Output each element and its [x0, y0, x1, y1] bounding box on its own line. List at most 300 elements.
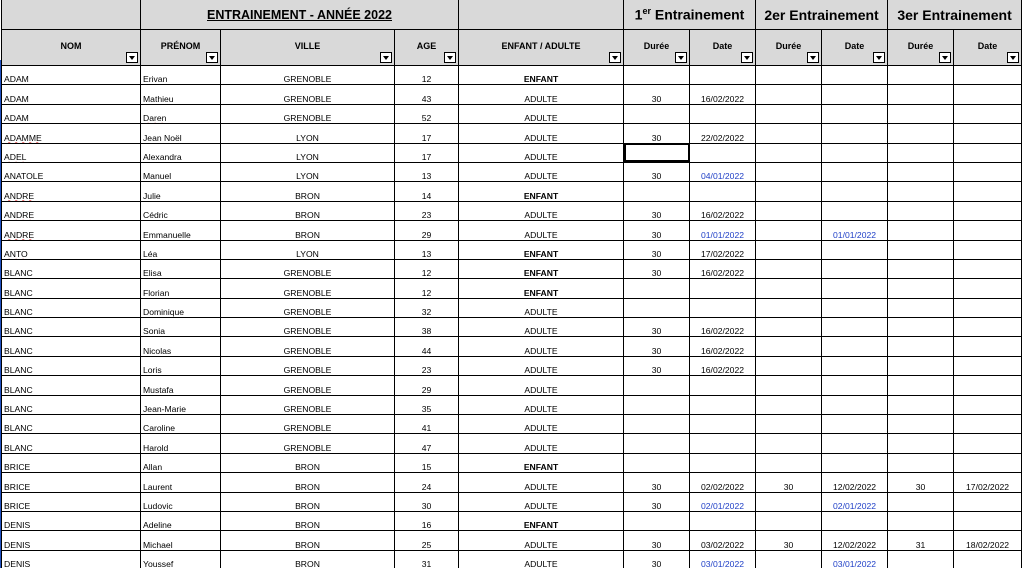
cell-nom[interactable]: [2, 201, 141, 220]
cell-enfant-adulte[interactable]: [459, 66, 624, 85]
cell-age[interactable]: [395, 221, 459, 240]
cell-date-3[interactable]: [954, 415, 1022, 434]
cell-nom[interactable]: [2, 434, 141, 453]
cell-date-2[interactable]: [822, 511, 888, 530]
cell-duree-1[interactable]: [624, 415, 690, 434]
cell-nom[interactable]: [2, 279, 141, 298]
cell-duree-2[interactable]: [756, 473, 822, 492]
cell-age[interactable]: [395, 124, 459, 143]
cell-duree-3[interactable]: [888, 376, 954, 395]
cell-duree-1[interactable]: [624, 511, 690, 530]
cell-value: ADULTE: [524, 229, 558, 240]
cell-age[interactable]: [395, 511, 459, 530]
cell-value: BLANC: [4, 442, 33, 453]
cell-date-1[interactable]: [690, 298, 756, 317]
cell-ville[interactable]: [221, 376, 395, 395]
cell-duree-2[interactable]: [756, 201, 822, 220]
cell-date-2[interactable]: [822, 318, 888, 337]
cell-date-2[interactable]: [822, 337, 888, 356]
cell-nom[interactable]: [2, 298, 141, 317]
cell-duree-1[interactable]: [624, 124, 690, 143]
cell-duree-1[interactable]: [624, 279, 690, 298]
cell-prenom[interactable]: [141, 492, 221, 511]
cell-duree-3[interactable]: [888, 182, 954, 201]
cell-ville[interactable]: [221, 511, 395, 530]
cell-date-1[interactable]: [690, 550, 756, 568]
cell-enfant-adulte[interactable]: [459, 511, 624, 530]
cell-ville[interactable]: [221, 550, 395, 568]
cell-duree-2[interactable]: [756, 511, 822, 530]
cell-nom[interactable]: [2, 337, 141, 356]
cell-prenom[interactable]: [141, 240, 221, 259]
filter-dropdown-icon[interactable]: [741, 52, 753, 63]
cell-duree-3[interactable]: [888, 298, 954, 317]
cell-date-2[interactable]: [822, 415, 888, 434]
cell-duree-2[interactable]: [756, 221, 822, 240]
cell-date-2[interactable]: [822, 298, 888, 317]
cell-duree-3[interactable]: [888, 221, 954, 240]
cell-duree-2[interactable]: [756, 240, 822, 259]
cell-ville[interactable]: [221, 201, 395, 220]
cell-date-3[interactable]: [954, 259, 1022, 278]
cell-date-2[interactable]: [822, 259, 888, 278]
cell-enfant-adulte[interactable]: [459, 531, 624, 550]
cell-date-1[interactable]: [690, 511, 756, 530]
cell-date-1[interactable]: [690, 473, 756, 492]
cell-nom[interactable]: [2, 550, 141, 568]
cell-date-2[interactable]: [822, 182, 888, 201]
cell-date-3[interactable]: [954, 337, 1022, 356]
cell-enfant-adulte[interactable]: [459, 124, 624, 143]
cell-duree-1[interactable]: [624, 473, 690, 492]
cell-nom[interactable]: [2, 492, 141, 511]
cell-duree-1[interactable]: [624, 182, 690, 201]
filter-dropdown-icon[interactable]: [675, 52, 687, 63]
cell-ville[interactable]: [221, 473, 395, 492]
cell-date-1[interactable]: [690, 104, 756, 123]
cell-date-2[interactable]: [822, 473, 888, 492]
cell-duree-2[interactable]: [756, 124, 822, 143]
cell-enfant-adulte[interactable]: [459, 376, 624, 395]
cell-prenom[interactable]: [141, 550, 221, 568]
cell-age[interactable]: [395, 492, 459, 511]
cell-date-1[interactable]: [690, 66, 756, 85]
cell-date-1[interactable]: [690, 492, 756, 511]
cell-age[interactable]: [395, 162, 459, 181]
cell-ville[interactable]: [221, 259, 395, 278]
cell-date-2[interactable]: [822, 124, 888, 143]
cell-duree-1[interactable]: [624, 492, 690, 511]
cell-duree-2[interactable]: [756, 298, 822, 317]
cell-duree-3[interactable]: [888, 143, 954, 162]
cell-duree-3[interactable]: [888, 531, 954, 550]
cell-age[interactable]: [395, 376, 459, 395]
cell-enfant-adulte[interactable]: [459, 434, 624, 453]
cell-date-3[interactable]: [954, 143, 1022, 162]
filter-dropdown-icon[interactable]: [206, 52, 218, 63]
cell-prenom[interactable]: [141, 395, 221, 414]
cell-duree-3[interactable]: [888, 415, 954, 434]
cell-duree-3[interactable]: [888, 66, 954, 85]
cell-ville[interactable]: [221, 298, 395, 317]
cell-age[interactable]: [395, 434, 459, 453]
cell-date-2[interactable]: [822, 492, 888, 511]
cell-nom[interactable]: [2, 453, 141, 472]
cell-date-3[interactable]: [954, 318, 1022, 337]
cell-duree-1[interactable]: [624, 221, 690, 240]
cell-ville[interactable]: [221, 415, 395, 434]
cell-enfant-adulte[interactable]: [459, 162, 624, 181]
cell-duree-3[interactable]: [888, 124, 954, 143]
cell-duree-2[interactable]: [756, 376, 822, 395]
cell-duree-3[interactable]: [888, 492, 954, 511]
cell-date-3[interactable]: [954, 511, 1022, 530]
cell-prenom[interactable]: [141, 221, 221, 240]
cell-enfant-adulte[interactable]: [459, 182, 624, 201]
cell-duree-2[interactable]: [756, 143, 822, 162]
cell-duree-2[interactable]: [756, 356, 822, 375]
cell-ville[interactable]: [221, 395, 395, 414]
cell-date-1[interactable]: [690, 434, 756, 453]
cell-date-2[interactable]: [822, 453, 888, 472]
cell-duree-1[interactable]: [624, 376, 690, 395]
filter-dropdown-icon[interactable]: [1007, 52, 1019, 63]
filter-dropdown-icon[interactable]: [380, 52, 392, 63]
cell-date-3[interactable]: [954, 162, 1022, 181]
cell-age[interactable]: [395, 453, 459, 472]
cell-nom[interactable]: [2, 376, 141, 395]
cell-prenom[interactable]: [141, 182, 221, 201]
cell-prenom[interactable]: [141, 453, 221, 472]
cell-enfant-adulte[interactable]: [459, 318, 624, 337]
cell-date-2[interactable]: [822, 66, 888, 85]
cell-date-3[interactable]: [954, 279, 1022, 298]
cell-date-1[interactable]: [690, 356, 756, 375]
cell-nom[interactable]: [2, 473, 141, 492]
cell-age[interactable]: [395, 143, 459, 162]
cell-date-3[interactable]: [954, 376, 1022, 395]
cell-enfant-adulte[interactable]: [459, 337, 624, 356]
cell-duree-3[interactable]: [888, 395, 954, 414]
cell-date-1[interactable]: [690, 85, 756, 104]
cell-date-3[interactable]: [954, 201, 1022, 220]
cell-prenom[interactable]: [141, 104, 221, 123]
cell-age[interactable]: [395, 201, 459, 220]
cell-duree-3[interactable]: [888, 550, 954, 568]
cell-duree-3[interactable]: [888, 337, 954, 356]
cell-prenom[interactable]: [141, 473, 221, 492]
cell-date-2[interactable]: [822, 376, 888, 395]
cell-prenom[interactable]: [141, 298, 221, 317]
cell-nom[interactable]: [2, 104, 141, 123]
cell-nom[interactable]: [2, 531, 141, 550]
cell-date-1[interactable]: [690, 124, 756, 143]
cell-date-2[interactable]: [822, 221, 888, 240]
cell-date-2[interactable]: [822, 434, 888, 453]
cell-duree-3[interactable]: [888, 318, 954, 337]
cell-ville[interactable]: [221, 318, 395, 337]
cell-enfant-adulte[interactable]: [459, 473, 624, 492]
cell-duree-1[interactable]: [624, 531, 690, 550]
cell-duree-3[interactable]: [888, 453, 954, 472]
cell-duree-3[interactable]: [888, 434, 954, 453]
cell-ville[interactable]: [221, 143, 395, 162]
cell-date-1[interactable]: [690, 143, 756, 162]
cell-date-2[interactable]: [822, 143, 888, 162]
cell-prenom[interactable]: [141, 143, 221, 162]
cell-date-1[interactable]: [690, 240, 756, 259]
cell-age[interactable]: [395, 550, 459, 568]
cell-duree-2[interactable]: [756, 162, 822, 181]
cell-duree-1[interactable]: [624, 298, 690, 317]
cell-date-2[interactable]: [822, 395, 888, 414]
cell-duree-3[interactable]: [888, 259, 954, 278]
cell-date-3[interactable]: [954, 221, 1022, 240]
cell-enfant-adulte[interactable]: [459, 259, 624, 278]
cell-date-1[interactable]: [690, 201, 756, 220]
cell-nom[interactable]: [2, 415, 141, 434]
cell-ville[interactable]: [221, 337, 395, 356]
cell-date-3[interactable]: [954, 85, 1022, 104]
cell-nom[interactable]: [2, 240, 141, 259]
cell-age[interactable]: [395, 356, 459, 375]
cell-date-3[interactable]: [954, 66, 1022, 85]
cell-date-3[interactable]: [954, 550, 1022, 568]
cell-age[interactable]: [395, 240, 459, 259]
cell-nom[interactable]: [2, 162, 141, 181]
cell-date-1[interactable]: [690, 376, 756, 395]
cell-duree-3[interactable]: [888, 104, 954, 123]
cell-enfant-adulte[interactable]: [459, 143, 624, 162]
cell-duree-2[interactable]: [756, 259, 822, 278]
cell-duree-3[interactable]: [888, 201, 954, 220]
cell-date-3[interactable]: [954, 453, 1022, 472]
cell-ville[interactable]: [221, 434, 395, 453]
cell-prenom[interactable]: [141, 434, 221, 453]
cell-age[interactable]: [395, 531, 459, 550]
cell-date-2[interactable]: [822, 240, 888, 259]
cell-date-3[interactable]: [954, 356, 1022, 375]
cell-ville[interactable]: [221, 492, 395, 511]
cell-date-2[interactable]: [822, 201, 888, 220]
cell-enfant-adulte[interactable]: [459, 415, 624, 434]
filter-dropdown-icon[interactable]: [609, 52, 621, 63]
cell-date-3[interactable]: [954, 124, 1022, 143]
cell-prenom[interactable]: [141, 337, 221, 356]
cell-duree-2[interactable]: [756, 415, 822, 434]
cell-date-1[interactable]: [690, 337, 756, 356]
cell-nom[interactable]: [2, 511, 141, 530]
cell-duree-3[interactable]: [888, 356, 954, 375]
cell-date-1[interactable]: [690, 221, 756, 240]
cell-date-1[interactable]: [690, 415, 756, 434]
cell-date-3[interactable]: [954, 492, 1022, 511]
cell-duree-1[interactable]: [624, 337, 690, 356]
cell-nom[interactable]: [2, 66, 141, 85]
filter-dropdown-icon[interactable]: [807, 52, 819, 63]
cell-duree-1[interactable]: [624, 201, 690, 220]
cell-ville[interactable]: [221, 66, 395, 85]
cell-date-3[interactable]: [954, 240, 1022, 259]
cell-ville[interactable]: [221, 124, 395, 143]
cell-duree-1[interactable]: [624, 104, 690, 123]
cell-duree-2[interactable]: [756, 395, 822, 414]
cell-duree-1[interactable]: [624, 143, 690, 162]
cell-duree-2[interactable]: [756, 453, 822, 472]
cell-ville[interactable]: [221, 182, 395, 201]
cell-duree-3[interactable]: [888, 85, 954, 104]
cell-enfant-adulte[interactable]: [459, 550, 624, 568]
cell-age[interactable]: [395, 104, 459, 123]
cell-duree-1[interactable]: [624, 259, 690, 278]
cell-ville[interactable]: [221, 279, 395, 298]
cell-prenom[interactable]: [141, 531, 221, 550]
cell-date-1[interactable]: [690, 182, 756, 201]
cell-duree-2[interactable]: [756, 66, 822, 85]
cell-age[interactable]: [395, 279, 459, 298]
cell-age[interactable]: [395, 85, 459, 104]
cell-ville[interactable]: [221, 531, 395, 550]
cell-ville[interactable]: [221, 453, 395, 472]
cell-age[interactable]: [395, 298, 459, 317]
cell-duree-1[interactable]: [624, 356, 690, 375]
cell-duree-2[interactable]: [756, 550, 822, 568]
cell-duree-3[interactable]: [888, 511, 954, 530]
cell-duree-3[interactable]: [888, 473, 954, 492]
cell-prenom[interactable]: [141, 376, 221, 395]
cell-date-1[interactable]: [690, 318, 756, 337]
cell-nom[interactable]: [2, 356, 141, 375]
cell-duree-1[interactable]: [624, 550, 690, 568]
cell-duree-1[interactable]: [624, 434, 690, 453]
cell-duree-2[interactable]: [756, 531, 822, 550]
cell-date-2[interactable]: [822, 85, 888, 104]
cell-duree-1[interactable]: [624, 395, 690, 414]
cell-prenom[interactable]: [141, 124, 221, 143]
cell-duree-2[interactable]: [756, 492, 822, 511]
filter-dropdown-icon[interactable]: [126, 52, 138, 63]
cell-date-1[interactable]: [690, 395, 756, 414]
cell-date-2[interactable]: [822, 531, 888, 550]
cell-duree-1[interactable]: [624, 66, 690, 85]
cell-nom[interactable]: [2, 259, 141, 278]
cell-enfant-adulte[interactable]: [459, 201, 624, 220]
cell-enfant-adulte[interactable]: [459, 453, 624, 472]
cell-duree-2[interactable]: [756, 279, 822, 298]
cell-duree-2[interactable]: [756, 434, 822, 453]
cell-duree-2[interactable]: [756, 104, 822, 123]
cell-nom[interactable]: [2, 143, 141, 162]
cell-date-1[interactable]: [690, 453, 756, 472]
cell-date-3[interactable]: [954, 473, 1022, 492]
cell-duree-3[interactable]: [888, 162, 954, 181]
cell-prenom[interactable]: [141, 279, 221, 298]
cell-date-3[interactable]: [954, 182, 1022, 201]
cell-ville[interactable]: [221, 104, 395, 123]
cell-nom[interactable]: [2, 85, 141, 104]
cell-duree-1[interactable]: [624, 240, 690, 259]
cell-ville[interactable]: [221, 162, 395, 181]
cell-nom[interactable]: [2, 182, 141, 201]
cell-duree-2[interactable]: [756, 182, 822, 201]
cell-duree-2[interactable]: [756, 318, 822, 337]
cell-enfant-adulte[interactable]: [459, 356, 624, 375]
cell-nom[interactable]: [2, 318, 141, 337]
cell-date-1[interactable]: [690, 162, 756, 181]
cell-nom[interactable]: [2, 124, 141, 143]
cell-nom[interactable]: [2, 221, 141, 240]
cell-prenom[interactable]: [141, 66, 221, 85]
cell-duree-1[interactable]: [624, 162, 690, 181]
cell-age[interactable]: [395, 259, 459, 278]
cell-prenom[interactable]: [141, 85, 221, 104]
cell-ville[interactable]: [221, 240, 395, 259]
cell-enfant-adulte[interactable]: [459, 104, 624, 123]
cell-ville[interactable]: [221, 356, 395, 375]
cell-prenom[interactable]: [141, 259, 221, 278]
cell-enfant-adulte[interactable]: [459, 279, 624, 298]
cell-date-2[interactable]: [822, 162, 888, 181]
cell-prenom[interactable]: [141, 201, 221, 220]
cell-nom[interactable]: [2, 395, 141, 414]
cell-prenom[interactable]: [141, 415, 221, 434]
cell-age[interactable]: [395, 473, 459, 492]
cell-date-2[interactable]: [822, 550, 888, 568]
cell-date-3[interactable]: [954, 104, 1022, 123]
cell-date-2[interactable]: [822, 279, 888, 298]
filter-dropdown-icon[interactable]: [939, 52, 951, 63]
cell-duree-2[interactable]: [756, 85, 822, 104]
filter-dropdown-icon[interactable]: [444, 52, 456, 63]
cell-age[interactable]: [395, 395, 459, 414]
cell-duree-3[interactable]: [888, 279, 954, 298]
cell-age[interactable]: [395, 182, 459, 201]
cell-enfant-adulte[interactable]: [459, 85, 624, 104]
cell-enfant-adulte[interactable]: [459, 240, 624, 259]
cell-date-3[interactable]: [954, 434, 1022, 453]
filter-dropdown-icon[interactable]: [873, 52, 885, 63]
cell-age[interactable]: [395, 66, 459, 85]
cell-date-3[interactable]: [954, 531, 1022, 550]
cell-prenom[interactable]: [141, 356, 221, 375]
cell-date-3[interactable]: [954, 395, 1022, 414]
cell-date-3[interactable]: [954, 298, 1022, 317]
cell-date-2[interactable]: [822, 356, 888, 375]
cell-value: 16/02/2022: [701, 268, 745, 279]
cell-duree-2[interactable]: [756, 337, 822, 356]
cell-duree-3[interactable]: [888, 240, 954, 259]
cell-enfant-adulte[interactable]: [459, 395, 624, 414]
cell-age[interactable]: [395, 318, 459, 337]
cell-date-1[interactable]: [690, 531, 756, 550]
cell-enfant-adulte[interactable]: [459, 492, 624, 511]
cell-duree-1[interactable]: [624, 318, 690, 337]
cell-ville[interactable]: [221, 221, 395, 240]
cell-prenom[interactable]: [141, 162, 221, 181]
cell-date-2[interactable]: [822, 104, 888, 123]
cell-enfant-adulte[interactable]: [459, 298, 624, 317]
cell-prenom[interactable]: [141, 318, 221, 337]
cell-prenom[interactable]: [141, 511, 221, 530]
cell-date-1[interactable]: [690, 259, 756, 278]
cell-duree-1[interactable]: [624, 453, 690, 472]
cell-age[interactable]: [395, 415, 459, 434]
cell-enfant-adulte[interactable]: [459, 221, 624, 240]
cell-duree-1[interactable]: [624, 85, 690, 104]
cell-age[interactable]: [395, 337, 459, 356]
cell-date-1[interactable]: [690, 279, 756, 298]
cell-ville[interactable]: [221, 85, 395, 104]
